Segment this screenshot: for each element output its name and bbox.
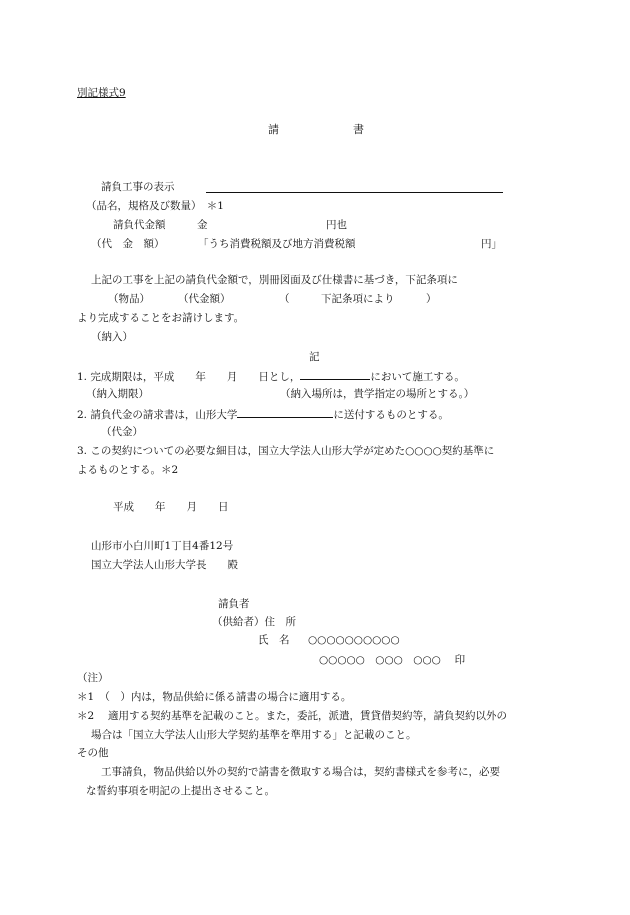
intro-line-1: 上記の工事を上記の請負代金額で，別冊図面及び仕様書に基づき，下記条項に <box>91 274 458 286</box>
work-label: 請負工事の表示 <box>101 181 175 193</box>
tax-text: 「うち消費税額及び地方消費税額 <box>198 238 356 250</box>
item-1 <box>77 368 465 384</box>
other-heading: その他 <box>77 747 109 759</box>
addressee-name: 国立大学法人山形大学長 殿 <box>91 559 238 571</box>
contractor-title: 請負者 <box>218 598 250 610</box>
item-2-tail: に送付するものとする。 <box>333 409 449 421</box>
form-id: 別記様式9 <box>77 87 126 99</box>
note-1: ＊1 （ ）内は，物品供給に係る請書の場合に適用する。 <box>77 691 352 703</box>
title-right: 書 <box>353 123 364 136</box>
item-2 <box>77 406 449 422</box>
item-1-blank <box>300 368 370 380</box>
date-line: 平成 年 月 日 <box>113 501 229 513</box>
address: 山形市小白川町1丁目4番12号 <box>91 540 234 552</box>
ki-heading: 記 <box>309 351 320 363</box>
name-placeholder: ○○○○○○○○○○ <box>308 634 400 646</box>
other-line-2: な誓約事項を明記の上提出させること。 <box>86 785 275 797</box>
work-sub-label: （品名，規格及び数量） ＊1 <box>86 200 224 212</box>
notes-heading: （注） <box>77 672 109 684</box>
intro-delivery: （納入） <box>91 331 133 343</box>
seal-line: ○○○○○ ○○○ ○○○ 印 <box>319 654 466 666</box>
item-2-sub: （代金） <box>101 426 143 438</box>
note-2-line-2: 場合は「国立大学法人山形大学契約基準を準用する」と記載のこと。 <box>91 729 417 741</box>
item-3-line-2: よるものとする。＊2 <box>77 464 179 476</box>
item-1-sub-a: （納入期限） <box>86 388 149 400</box>
amount-prefix: 金 <box>197 219 208 231</box>
supplier-address: （供給者）住 所 <box>212 616 296 628</box>
name-label: 氏 名 <box>258 634 290 646</box>
intro-conditions: （ 下記条項により ） <box>279 293 437 305</box>
note-2-line-1: ＊2 適用する契約基準を記載のこと。また，委託，派遣，賃貸借契約等，請負契約以外の <box>77 710 508 722</box>
tax-end: 円」 <box>481 238 502 250</box>
item-1-main: 1. 完成期限は，平成 年 月 日とし， <box>77 371 301 383</box>
item-1-tail: において施工する。 <box>370 371 465 383</box>
intro-goods: （物品） <box>108 293 150 305</box>
amount-label: 請負代金額 <box>113 219 166 231</box>
work-underline <box>206 192 503 193</box>
item-2-blank <box>237 406 333 418</box>
amount-sub-label: （代 金 額） <box>91 238 165 250</box>
title-left: 請 <box>268 123 279 136</box>
other-line-1: 工事請負，物品供給以外の契約で請書を徴取する場合は，契約書様式を参考に，必要 <box>101 766 500 778</box>
item-1-sub-b: （納入場所は，貴学指定の場所とする。） <box>280 388 475 400</box>
item-2-main: 2. 請負代金の請求書は，山形大学 <box>77 409 238 421</box>
intro-price: （代金額） <box>178 293 231 305</box>
item-3-line-1: 3. この契約についての必要な細目は，国立大学法人山形大学が定めた○○○○契約基準に <box>77 445 495 457</box>
amount-suffix: 円也 <box>326 219 347 231</box>
intro-line-3: より完成することをお請けします。 <box>77 312 245 324</box>
